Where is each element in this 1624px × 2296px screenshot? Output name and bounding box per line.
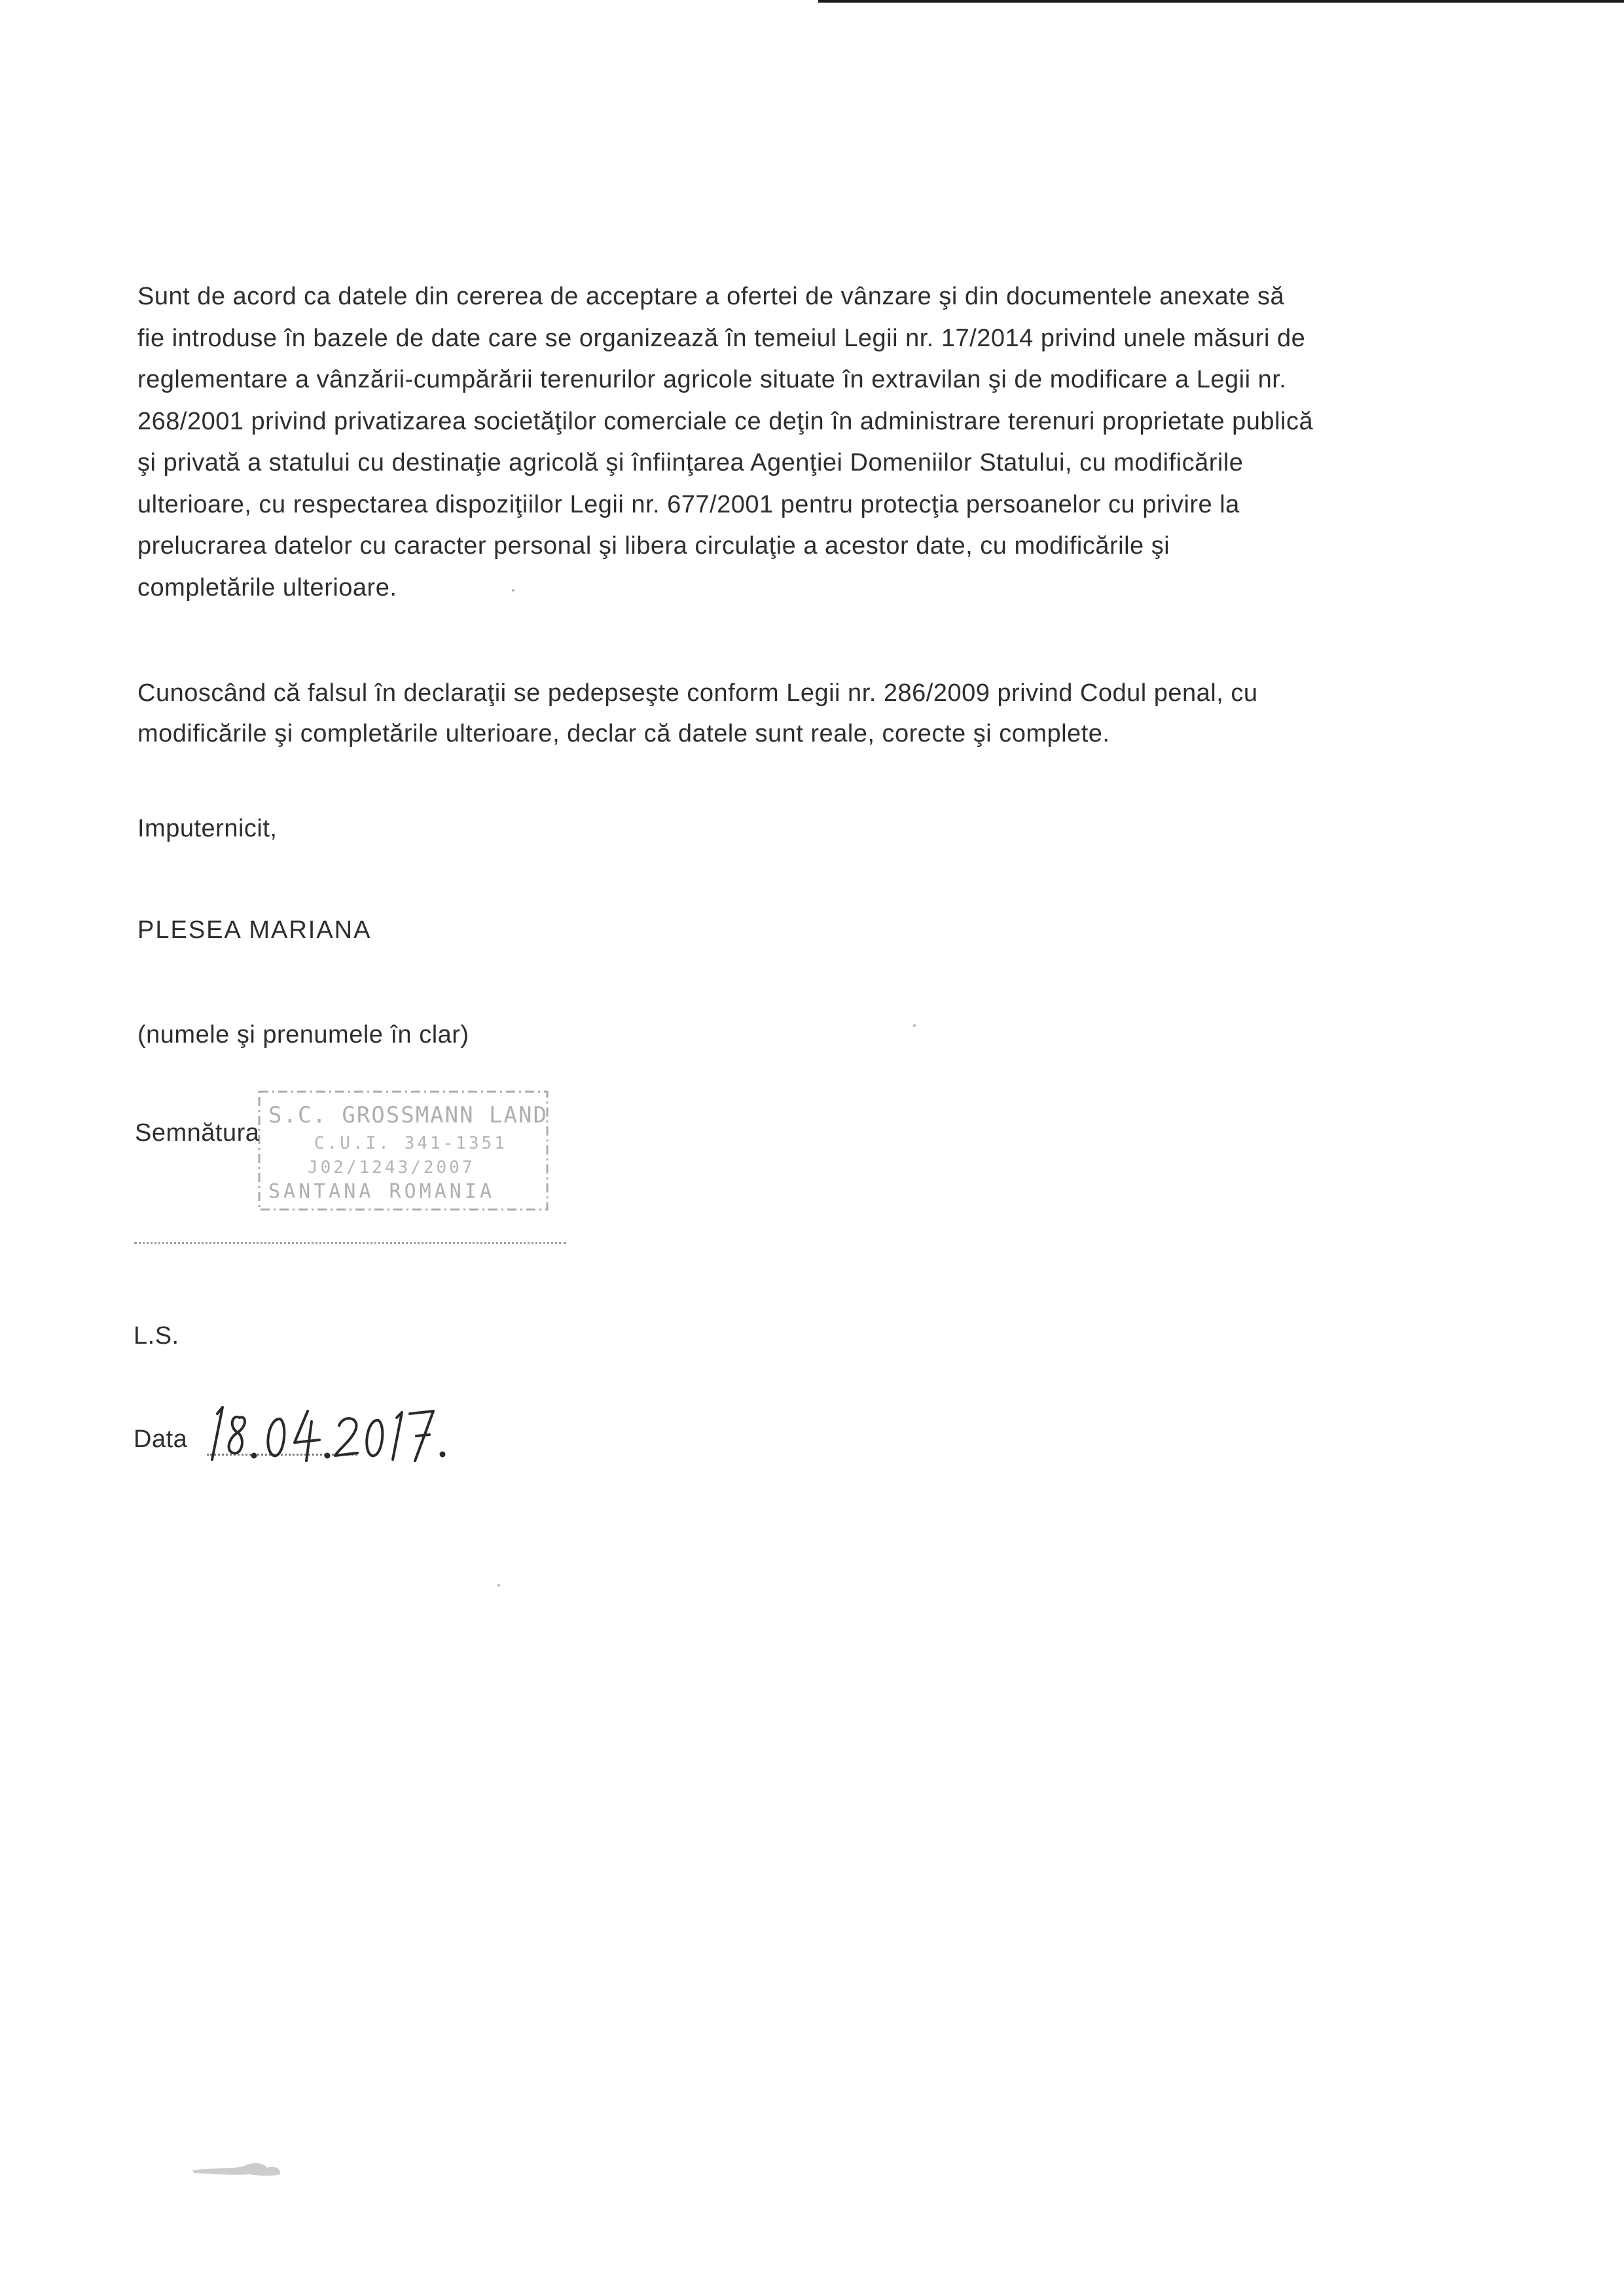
top-edge-rule [818,0,1624,3]
consent-line: ulterioare, cu respectarea dispoziţiilor Legii nr. 677/2001 pentru protecţia persoanelor cu privire la [137,490,1240,518]
truthfulness-line: Cunoscând că falsul în declaraţii se pedepseşte conform Legii nr. 286/2009 privind Codul penal, cu [137,679,1258,707]
stamp-line: SANTANA ROMANIA [268,1180,495,1203]
consent-line: şi privată a statului cu destinaţie agricolă şi înfiinţarea Agenţiei Domeniilor Statului, cu modificările [137,449,1244,476]
truthfulness-paragraph [137,673,1486,754]
signatory-name: PLESEA MARIANA [137,916,372,944]
signature-line [134,1238,566,1244]
consent-line: reglementare a vânzării-cumpărării terenurilor agricole situate în extravilan şi de modificare a Legii nr. [137,366,1287,393]
company-stamp [255,1086,556,1217]
consent-line: prelucrarea datelor cu caracter personal şi libera circulaţie a acestor date, cu modificările şi [137,532,1170,560]
consent-line: 268/2001 privind privatizarea societăţilor comerciale ce deţin în administrare terenuri proprietate publică [137,407,1314,435]
truthfulness-line: modificările şi completările ulterioare, declar că datele sunt reale, corecte şi complete. [137,720,1110,747]
seal-label: L.S. [134,1322,179,1350]
stamp-line: J02/1243/2007 [308,1158,475,1177]
stamp-line: S.C. GROSSMANN LAND [268,1102,548,1128]
signature-label: Semnătura [135,1119,260,1147]
paper-speck [497,1584,500,1587]
date-label: Data [134,1426,188,1453]
consent-paragraph [137,276,1486,609]
name-hint: (numele şi prenumele în clar) [137,1021,469,1049]
consent-line: completările ulterioare. [137,573,397,601]
role-label: Imputernicit, [137,815,278,842]
consent-line: fie introduse în bazele de date care se organizează în temeiul Legii nr. 17/2014 privind unele măsuri de [137,324,1306,352]
paper-speck [512,589,514,592]
consent-line: Sunt de acord ca datele din cererea de acceptare a ofertei de vânzare şi din documentele anexate să [137,283,1285,310]
stamp-line: C.U.I. 341-1351 [314,1134,507,1153]
ink-smudge [190,2153,288,2186]
handwritten-date [203,1388,452,1473]
paper-speck [913,1024,916,1027]
